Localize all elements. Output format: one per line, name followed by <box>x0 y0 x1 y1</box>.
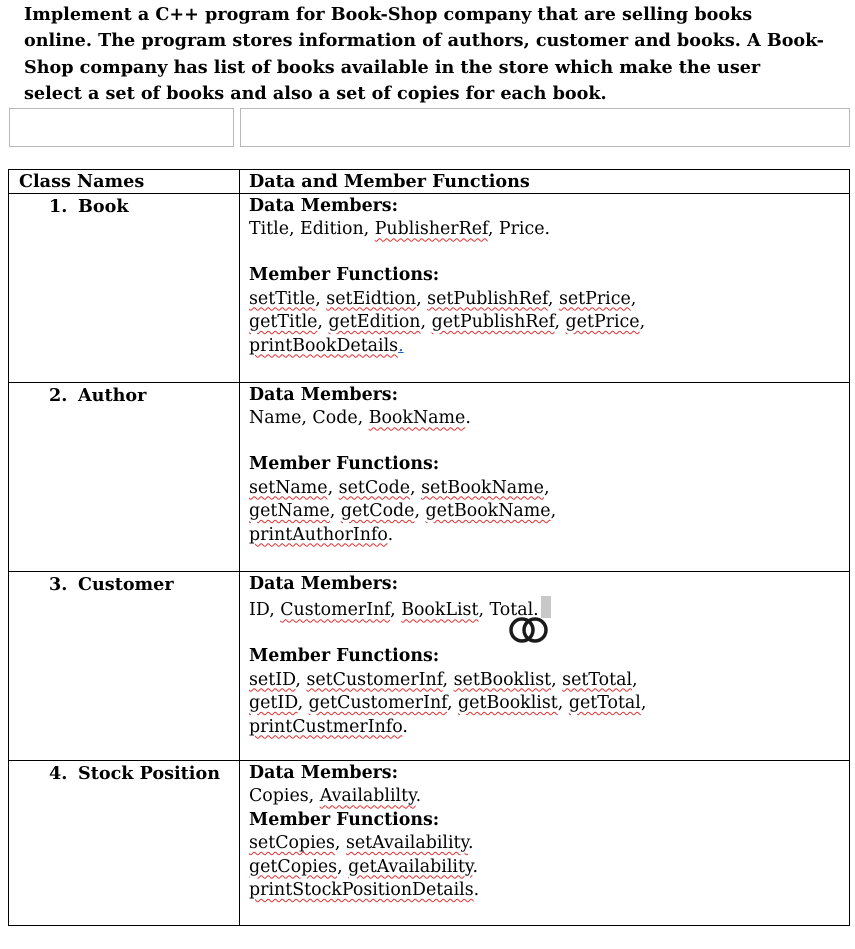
row-number: 4. <box>49 763 68 784</box>
member-functions-line-2: getID, getCustomerInf, getBooklist, getTotal, <box>249 693 647 714</box>
class-content-cell <box>240 572 850 761</box>
class-name: Customer <box>78 574 174 595</box>
member-functions-line-3: printCustmerInfo. <box>249 716 408 737</box>
data-members-list: Title, Edition, PublisherRef, Price. <box>249 219 551 240</box>
class-name: Book <box>78 196 129 217</box>
table-row-book <box>9 194 850 383</box>
row-number: 3. <box>49 574 68 595</box>
class-name: Author <box>78 385 147 406</box>
member-functions-line-2: getCopies, getAvailability. <box>249 856 478 877</box>
class-name-cell <box>9 383 240 572</box>
class-table <box>8 169 850 926</box>
member-functions-line-2: getTitle, getEdition, getPublishRef, getPrice, <box>249 312 646 333</box>
class-content-cell <box>240 761 850 926</box>
class-content-cell <box>240 383 850 572</box>
data-members-label: Data Members: <box>249 385 399 405</box>
member-functions-line-3: printBookDetails. <box>249 335 404 356</box>
member-functions-label: Member Functions: <box>249 265 440 286</box>
table-row-stock-position <box>9 761 850 926</box>
member-functions-label: Member Functions: <box>249 454 440 475</box>
intro-paragraph: Implement a C++ program for Book-Shop company that are selling books online. The program stores information of authors, customer and books. A Book-Shop company has list of books available in the store which make the user select a set of books and also a set of copies for each book. <box>24 4 824 104</box>
class-name-cell <box>9 194 240 383</box>
empty-input-box-right[interactable] <box>240 108 850 147</box>
member-functions-label: Member Functions: <box>249 646 440 667</box>
member-functions-line-3: printAuthorInfo. <box>249 524 394 545</box>
member-functions-line-3: printStockPositionDetails. <box>249 880 480 901</box>
member-functions-line-1: setName, setCode, setBookName, <box>249 477 550 498</box>
data-members-label: Data Members: <box>249 196 399 216</box>
member-functions-line-1: setCopies, setAvailability. <box>249 833 474 854</box>
member-functions-line-1: setID, setCustomerInf, setBooklist, setTotal, <box>249 669 638 690</box>
table-row-author <box>9 383 850 572</box>
double-ring-icon <box>508 615 552 647</box>
row-number: 1. <box>49 196 68 217</box>
table-row-customer <box>9 572 850 761</box>
row-number: 2. <box>49 385 68 406</box>
class-name: Stock Position <box>78 763 221 784</box>
member-functions-label: Member Functions: <box>249 809 440 830</box>
empty-input-box-left[interactable] <box>9 108 234 147</box>
data-members-label: Data Members: <box>249 763 399 783</box>
data-members-list: Name, Code, BookName. <box>249 408 471 429</box>
class-name-cell <box>9 572 240 761</box>
member-functions-line-1: setTitle, setEidtion, setPublishRef, setPrice, <box>249 288 637 309</box>
table-header-row <box>9 170 850 194</box>
header-class-names: Class Names <box>9 170 240 194</box>
class-content-cell <box>240 194 850 383</box>
header-data-member-functions: Data and Member Functions <box>240 170 850 194</box>
member-functions-line-2: getName, getCode, getBookName, <box>249 501 557 522</box>
class-name-cell <box>9 761 240 926</box>
data-members-list: Copies, Availablilty. <box>249 786 422 807</box>
data-members-label: Data Members: <box>249 574 399 594</box>
data-members-list: ID, CustomerInf, BookList, Total. <box>249 596 849 622</box>
